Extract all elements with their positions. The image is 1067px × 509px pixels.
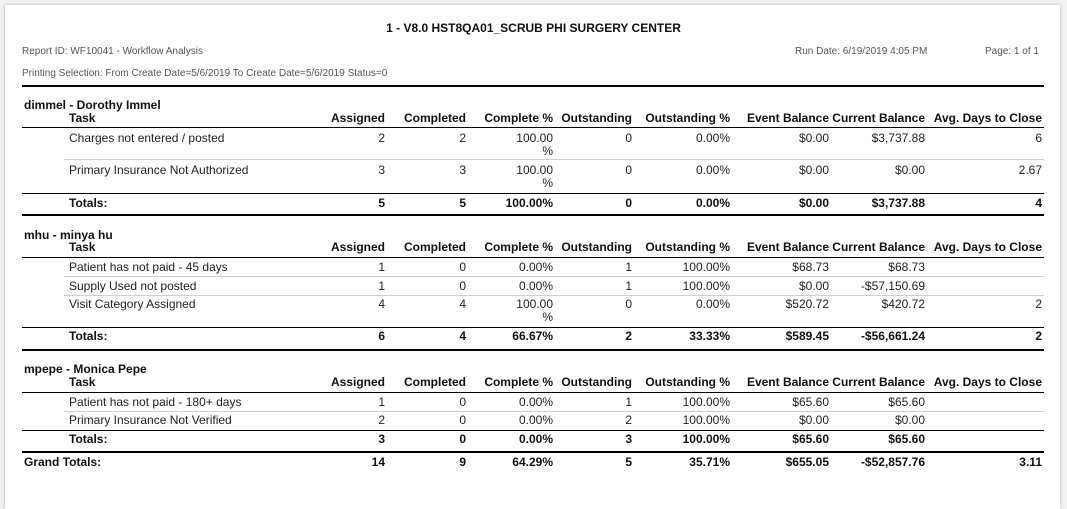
cell-completed: 0 [459, 279, 466, 293]
grand-totals-current-balance: -$52,857.76 [860, 455, 925, 469]
cell-event-balance: $68.73 [792, 260, 829, 274]
totals-assigned: 6 [378, 329, 385, 343]
cell-outstanding: 0 [625, 163, 632, 177]
cell-assigned: 2 [378, 131, 385, 145]
totals-rule [22, 430, 1044, 431]
column-header-outstanding: Outstanding [561, 240, 632, 254]
cell-outstanding-pct: 100.00% [682, 260, 730, 274]
group-user-name: dimmel - Dorothy Immel [24, 98, 161, 112]
report-id: Report ID: WF10041 - Workflow Analysis [22, 46, 203, 57]
totals-label: Totals: [69, 432, 108, 446]
totals-outstanding-pct: 33.33% [689, 329, 730, 343]
totals-completed: 0 [459, 432, 466, 446]
column-header-complete-pct: Complete % [484, 375, 553, 389]
column-header-outstanding-pct: Outstanding % [645, 375, 730, 389]
cell-completed: 4 [459, 297, 466, 311]
column-header-task: Task [69, 240, 96, 254]
grand-totals-complete-pct: 64.29% [512, 455, 553, 469]
column-header-complete-pct: Complete % [484, 111, 553, 125]
cell-completed: 0 [459, 395, 466, 409]
run-date: Run Date: 6/19/2019 4:05 PM [795, 46, 928, 57]
totals-event-balance: $65.60 [792, 432, 829, 446]
column-header-outstanding: Outstanding [561, 111, 632, 125]
column-header-event-balance: Event Balance [746, 240, 829, 254]
cell-outstanding: 1 [625, 260, 632, 274]
grand-totals-completed: 9 [459, 455, 466, 469]
cell-complete-pct-wrap: % [542, 176, 553, 190]
grand-totals-label: Grand Totals: [24, 455, 102, 469]
column-header-outstanding-pct: Outstanding % [645, 111, 730, 125]
cell-assigned: 2 [378, 413, 385, 427]
page-number: Page: 1 of 1 [985, 46, 1039, 57]
row-divider [64, 159, 1044, 160]
cell-outstanding-pct: 0.00% [695, 297, 730, 311]
column-header-complete-pct: Complete % [484, 240, 553, 254]
task-name: Charges not entered / posted [69, 131, 225, 145]
cell-avg-days: 2 [1035, 297, 1042, 311]
cell-complete-pct: 0.00% [518, 413, 553, 427]
task-name: Visit Category Assigned [69, 297, 196, 311]
totals-current-balance: $65.60 [888, 432, 925, 446]
totals-event-balance: $589.45 [785, 329, 829, 343]
column-header-assigned: Assigned [330, 111, 385, 125]
column-header-current-balance: Current Balance [832, 111, 925, 125]
totals-outstanding: 3 [625, 432, 632, 446]
column-header-rule [22, 127, 1044, 128]
column-header-task: Task [69, 375, 96, 389]
cell-event-balance: $0.00 [798, 279, 829, 293]
cell-current-balance: $0.00 [894, 413, 925, 427]
group-end-rule [22, 349, 1044, 351]
totals-complete-pct: 66.67% [512, 329, 553, 343]
group-user-name: mhu - minya hu [24, 228, 113, 242]
row-divider [64, 295, 1044, 296]
cell-avg-days: 6 [1035, 131, 1042, 145]
column-header-rule [22, 392, 1044, 393]
grand-totals-assigned: 14 [371, 455, 385, 469]
cell-complete-pct: 0.00% [518, 279, 553, 293]
column-header-current-balance: Current Balance [832, 240, 925, 254]
column-header-event-balance: Event Balance [746, 111, 829, 125]
grand-totals-event-balance: $655.05 [785, 455, 829, 469]
cell-event-balance: $0.00 [798, 131, 829, 145]
cell-event-balance: $520.72 [785, 297, 829, 311]
grand-totals-outstanding: 5 [625, 455, 632, 469]
group-user-name: mpepe - Monica Pepe [24, 362, 147, 376]
column-header-rule [22, 257, 1044, 258]
cell-complete-pct-wrap: % [542, 310, 553, 324]
cell-complete-pct: 0.00% [518, 260, 553, 274]
totals-label: Totals: [69, 196, 108, 210]
column-header-avg-days: Avg. Days to Close [933, 375, 1042, 389]
totals-outstanding-pct: 0.00% [695, 196, 730, 210]
cell-outstanding-pct: 100.00% [682, 395, 730, 409]
cell-outstanding-pct: 0.00% [695, 131, 730, 145]
column-header-completed: Completed [403, 375, 466, 389]
column-header-completed: Completed [403, 240, 466, 254]
cell-completed: 0 [459, 260, 466, 274]
cell-event-balance: $0.00 [798, 413, 829, 427]
cell-complete-pct-wrap: % [542, 144, 553, 158]
task-name: Patient has not paid - 180+ days [69, 395, 242, 409]
cell-current-balance: $3,737.88 [871, 131, 925, 145]
column-header-avg-days: Avg. Days to Close [933, 240, 1042, 254]
totals-outstanding-pct: 100.00% [682, 432, 730, 446]
column-header-assigned: Assigned [330, 240, 385, 254]
totals-rule [22, 193, 1044, 194]
cell-complete-pct: 100.00 [516, 297, 553, 311]
cell-assigned: 1 [378, 260, 385, 274]
task-name: Supply Used not posted [69, 279, 197, 293]
header-rule [22, 85, 1044, 87]
cell-outstanding-pct: 100.00% [682, 279, 730, 293]
cell-event-balance: $0.00 [798, 163, 829, 177]
cell-current-balance: $68.73 [888, 260, 925, 274]
totals-outstanding: 0 [625, 196, 632, 210]
column-header-outstanding-pct: Outstanding % [645, 240, 730, 254]
cell-assigned: 4 [378, 297, 385, 311]
cell-complete-pct: 0.00% [518, 395, 553, 409]
grand-totals-avg-days: 3.11 [1019, 455, 1042, 469]
totals-current-balance: $3,737.88 [871, 196, 925, 210]
totals-event-balance: $0.00 [798, 196, 829, 210]
cell-completed: 3 [459, 163, 466, 177]
cell-completed: 2 [459, 131, 466, 145]
cell-outstanding: 1 [625, 279, 632, 293]
cell-assigned: 3 [378, 163, 385, 177]
totals-completed: 5 [459, 196, 466, 210]
task-name: Primary Insurance Not Authorized [69, 163, 249, 177]
task-name: Primary Insurance Not Verified [69, 413, 232, 427]
cell-avg-days: 2.67 [1018, 163, 1042, 177]
cell-outstanding: 2 [625, 413, 632, 427]
group-end-rule [22, 214, 1044, 216]
printing-selection: Printing Selection: From Create Date=5/6/2019 To Create Date=5/6/2019 Status=0 [22, 68, 388, 79]
row-divider [64, 411, 1044, 412]
grand-totals-outstanding-pct: 35.71% [689, 455, 730, 469]
totals-current-balance: -$56,661.24 [860, 329, 925, 343]
cell-outstanding: 1 [625, 395, 632, 409]
totals-rule [22, 327, 1044, 328]
grand-totals-rule [22, 451, 1044, 453]
totals-avg-days: 4 [1035, 196, 1042, 210]
totals-label: Totals: [69, 329, 108, 343]
cell-current-balance: $65.60 [888, 395, 925, 409]
totals-complete-pct: 0.00% [518, 432, 553, 446]
column-header-completed: Completed [403, 111, 466, 125]
totals-outstanding: 2 [625, 329, 632, 343]
totals-assigned: 5 [378, 196, 385, 210]
cell-outstanding: 0 [625, 297, 632, 311]
totals-complete-pct: 100.00% [505, 196, 553, 210]
cell-current-balance: $0.00 [894, 163, 925, 177]
totals-assigned: 3 [378, 432, 385, 446]
cell-complete-pct: 100.00 [516, 163, 553, 177]
task-name: Patient has not paid - 45 days [69, 260, 228, 274]
cell-assigned: 1 [378, 279, 385, 293]
cell-event-balance: $65.60 [792, 395, 829, 409]
report-title: 1 - V8.0 HST8QA01_SCRUB PHI SURGERY CENTER [386, 21, 681, 35]
cell-outstanding-pct: 0.00% [695, 163, 730, 177]
cell-outstanding: 0 [625, 131, 632, 145]
column-header-avg-days: Avg. Days to Close [933, 111, 1042, 125]
totals-completed: 4 [459, 329, 466, 343]
column-header-task: Task [69, 111, 96, 125]
cell-complete-pct: 100.00 [516, 131, 553, 145]
cell-current-balance: $420.72 [881, 297, 925, 311]
row-divider [64, 276, 1044, 277]
column-header-assigned: Assigned [330, 375, 385, 389]
column-header-current-balance: Current Balance [832, 375, 925, 389]
column-header-outstanding: Outstanding [561, 375, 632, 389]
cell-current-balance: -$57,150.69 [860, 279, 925, 293]
column-header-event-balance: Event Balance [746, 375, 829, 389]
totals-avg-days: 2 [1035, 329, 1042, 343]
cell-assigned: 1 [378, 395, 385, 409]
cell-completed: 0 [459, 413, 466, 427]
cell-outstanding-pct: 100.00% [682, 413, 730, 427]
